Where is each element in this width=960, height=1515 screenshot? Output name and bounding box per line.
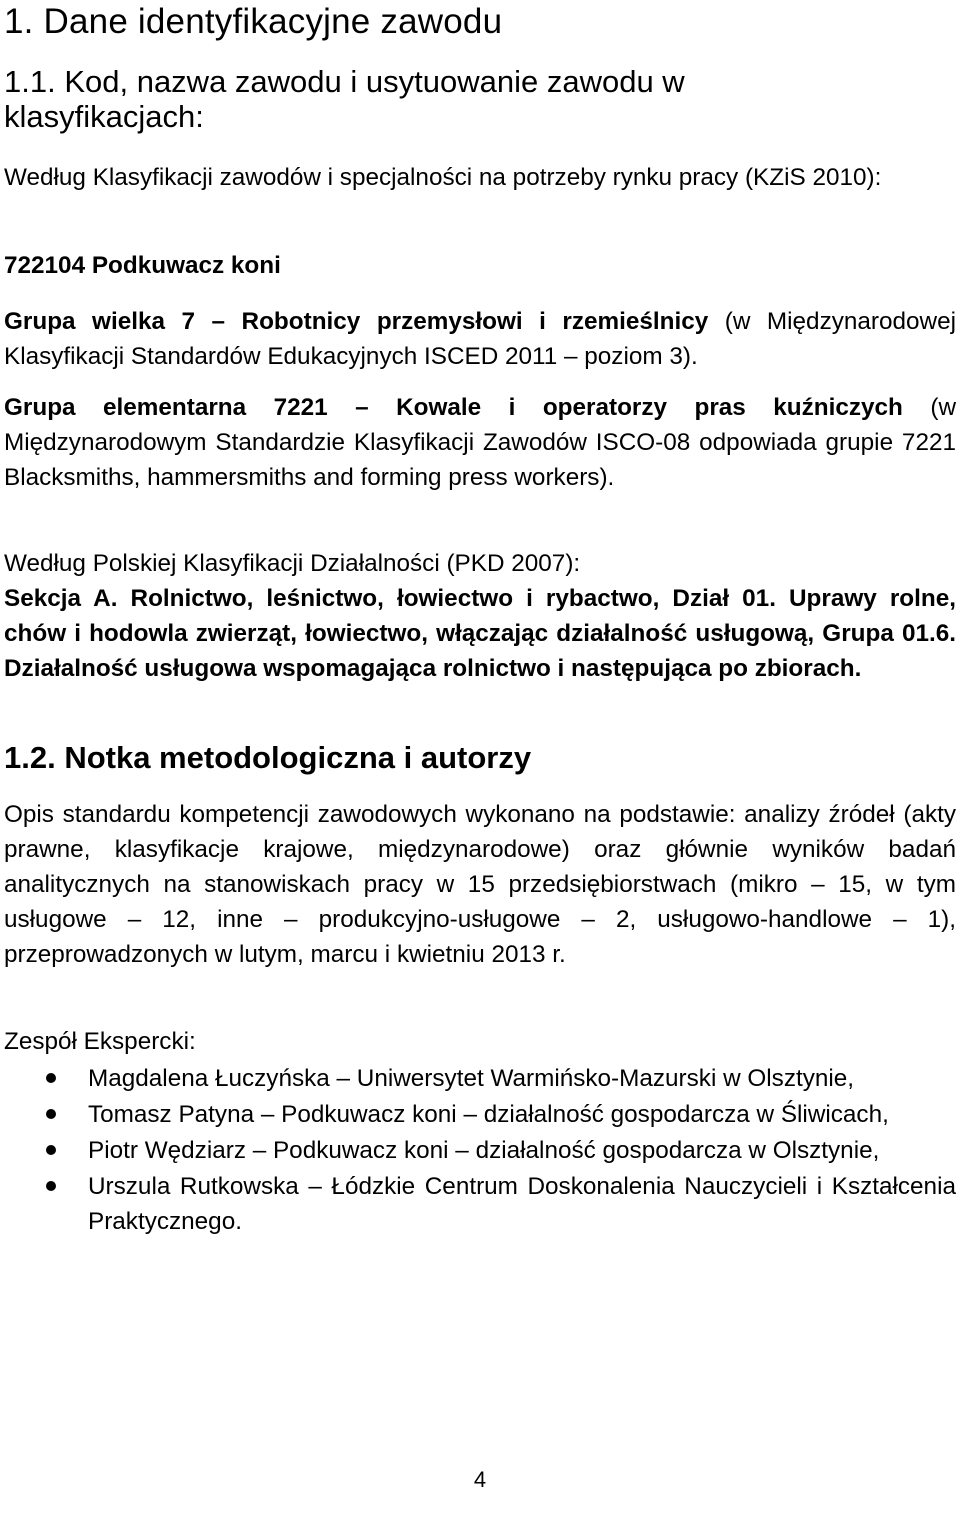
list-item xyxy=(4,1097,956,1132)
expert-name: Urszula Rutkowska – Łódzkie Centrum Doskonalenia Nauczycieli i Kształcenia Praktycznego. xyxy=(88,1173,956,1235)
elementary-group-isco: (w Międzynarodowym Standardzie Klasyfikacji Zawodów ISCO-08 odpowiada grupie 7221 Blacksmiths, hammersmiths and forming press workers). xyxy=(4,394,956,491)
code-block xyxy=(4,248,956,283)
bullet-icon xyxy=(46,1181,56,1191)
group-block xyxy=(4,304,956,374)
kzis-block xyxy=(4,160,956,195)
list-item xyxy=(4,1133,956,1168)
section-heading-1-2: 1.2. Notka metodologiczna i autorzy xyxy=(4,740,532,775)
methodology-description: Opis standardu kompetencji zawodowych wykonano na podstawie: analizy źródeł (akty prawne, klasyfikacje krajowe, międzynarodowe) oraz głównie wyników badań analitycznych na stanowiskach pracy w 15 przedsiębiorstwach (mikro – 15, w tym usługowe – 12, inne – produkcyjno-usługowe – 2, usługowo-handlowe – 1), przeprowadzonych w lutym, marcu i kwietniu 2013 r. xyxy=(4,801,956,968)
elementary-group-block xyxy=(4,390,956,495)
methodology-block xyxy=(4,797,956,972)
team-label-block xyxy=(4,1024,956,1059)
elementary-group-paragraph xyxy=(4,390,956,495)
major-group-isced: (w Międzynarodowej Klasyfikacji Standardów Edukacyjnych ISCED 2011 – poziom 3). xyxy=(4,308,956,370)
list-item xyxy=(4,1061,956,1096)
major-group-label: Grupa wielka 7 – Robotnicy przemysłowi i rzemieślnicy xyxy=(4,308,709,335)
pkd-block xyxy=(4,546,956,686)
bullet-icon xyxy=(46,1073,56,1083)
occupation-code-name: 722104 Podkuwacz koni xyxy=(4,252,281,279)
pkd-section: Sekcja A. Rolnictwo, leśnictwo, łowiectwo i rybactwo, Dział 01. Uprawy rolne, chów i hodowla zwierząt, łowiectwo, włączając działalność usługową, Grupa 01.6. Działalność usługowa wspomagająca rolnictwo i następująca po zbiorach. xyxy=(4,585,956,682)
expert-list xyxy=(4,1061,956,1240)
section-heading-1-1: 1.1. Kod, nazwa zawodu i usytuowanie zawodu w klasyfikacjach: xyxy=(4,64,685,134)
elementary-group-label: Grupa elementarna 7221 – Kowale i operatorzy pras kuźniczych xyxy=(4,394,903,421)
expert-name: Piotr Wędziarz – Podkuwacz koni – działalność gospodarcza w Olsztynie, xyxy=(88,1137,880,1164)
bullet-icon xyxy=(46,1145,56,1155)
list-item xyxy=(4,1169,956,1239)
pkd-intro: Według Polskiej Klasyfikacji Działalności (PKD 2007): xyxy=(4,550,581,577)
page-number: 4 xyxy=(473,1467,487,1492)
kzis-intro: Według Klasyfikacji zawodów i specjalności na potrzeby rynku pracy (KZiS 2010): xyxy=(4,164,882,191)
expert-team-label: Zespół Ekspercki: xyxy=(4,1028,196,1055)
section-heading-1: 1. Dane identyfikacyjne zawodu xyxy=(4,2,503,41)
expert-name: Magdalena Łuczyńska – Uniwersytet Warmińsko-Mazurski w Olsztynie, xyxy=(88,1065,855,1092)
major-group-paragraph xyxy=(4,304,956,374)
expert-name: Tomasz Patyna – Podkuwacz koni – działalność gospodarcza w Śliwicach, xyxy=(88,1101,889,1128)
bullet-icon xyxy=(46,1109,56,1119)
